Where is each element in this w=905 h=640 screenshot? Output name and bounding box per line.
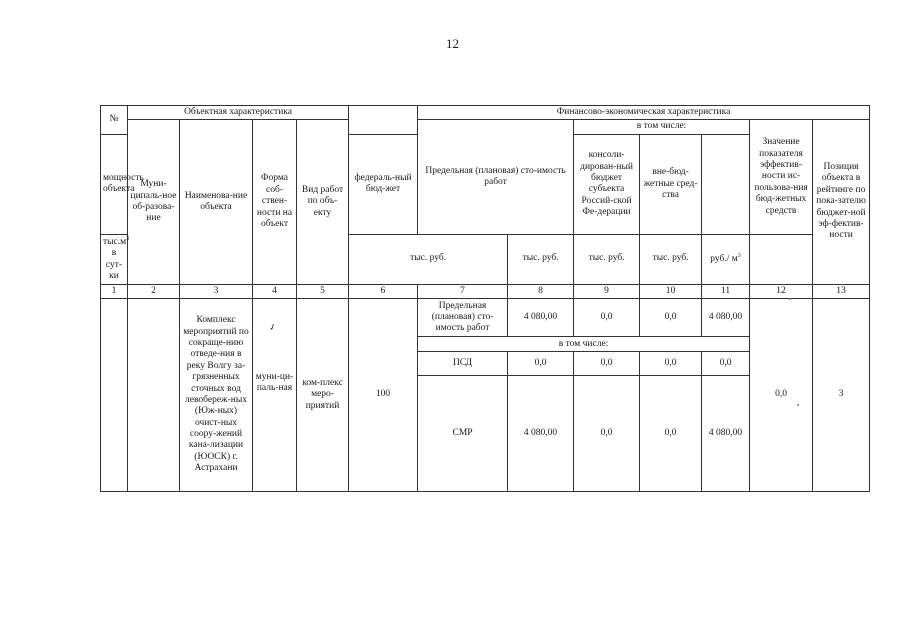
data-psd-total: 0,0: [508, 351, 574, 375]
header-capacity-blank: [349, 106, 418, 120]
unit-cost: тыс. руб.: [349, 234, 508, 284]
col-number: 7: [418, 284, 508, 298]
data-smr-off-budget: 4 080,00: [702, 376, 750, 492]
col-number: 13: [813, 284, 870, 298]
col-number: 11: [702, 284, 750, 298]
scan-speck: [789, 298, 791, 300]
col-number: 2: [128, 284, 180, 298]
data-municipality: [128, 298, 180, 491]
header-including: в том числе:: [574, 120, 750, 134]
data-smr-total: 4 080,00: [508, 376, 574, 492]
col-number: 5: [297, 284, 349, 298]
header-work-type: Вид работ по объ-екту: [297, 120, 349, 284]
col-number: 12: [750, 284, 813, 298]
col-number: 10: [640, 284, 702, 298]
header-off-budget: вне-бюд-жетные сред-ства: [640, 134, 702, 234]
data-smr-regional: 0,0: [640, 376, 702, 492]
unit-federal: тыс. руб.: [508, 234, 574, 284]
data-index-cell: [101, 298, 128, 491]
header-regional-budget: консоли-дирован-ный бюджет субъекта Россий-ской Фе-дерации: [574, 134, 640, 234]
data-psd-regional: 0,0: [640, 351, 702, 375]
header-financial-characteristics: Финансово-экономическая характеристика: [418, 106, 870, 120]
col-number: 9: [574, 284, 640, 298]
header-number-sign: №: [101, 106, 128, 135]
header-municipality: Муни-ципаль-ное об-разова-ние: [128, 120, 180, 284]
data-cost-off-budget: 4 080,00: [702, 298, 750, 337]
header-object-characteristics: Объектная характеристика: [128, 106, 349, 120]
data-cost-federal: 0,0: [574, 298, 640, 337]
unit-regional: тыс. руб.: [574, 234, 640, 284]
header-efficiency-value: Значение показателя эффектив-ности ис-пользова-ния бюд-жетных средств: [750, 120, 813, 234]
unit-capacity: $тыс.м^3$ в сут-ки: [101, 234, 128, 284]
unit-off-budget: тыс. руб.: [640, 234, 702, 284]
data-efficiency: 0,0: [750, 298, 813, 491]
data-psd-off-budget: 0,0: [702, 351, 750, 375]
data-capacity: 100: [349, 298, 418, 491]
data-cost-total: 4 080,00: [508, 298, 574, 337]
data-cost-regional: 0,0: [640, 298, 702, 337]
data-rating: 3: [813, 298, 870, 491]
data-smr-label: СМР: [418, 376, 508, 492]
header-max-cost: Предельная (плановая) сто-имость работ: [418, 120, 574, 234]
data-work-type: ком-плекс меро-приятий: [297, 298, 349, 491]
col-number: 1: [101, 284, 128, 298]
header-capacity-gap: [349, 120, 418, 134]
object-characteristics-table: [100, 105, 870, 492]
header-rating-position: Позиция объекта в рейтинге по пока-зателю бюджет-ной эф-фектив-ности: [813, 120, 870, 284]
header-object-name: Наименова-ние объекта: [180, 120, 253, 284]
check-mark-icon: ✓: [267, 320, 278, 333]
data-cost-label: Предельная (плановая) сто-имость работ: [418, 298, 508, 337]
data-object-name: Комплекс мероприятий по сокраще-нию отведе-ния в реку Волгу за-грязненных сточных вод левобереж-ных (Юж-ных) очист-ных соору-жений кана-лизации (ЮОСК) г. Астрахани: [180, 298, 253, 491]
col-number: 3: [180, 284, 253, 298]
page-number: 12: [446, 36, 459, 51]
data-psd-label: ПСД: [418, 351, 508, 375]
unit-efficiency: руб./ $м^3$: [702, 234, 750, 284]
col-number: 4: [253, 284, 297, 298]
header-capacity: мощность объекта: [101, 134, 128, 234]
data-including-label: в том числе:: [418, 337, 750, 352]
col-number: 8: [508, 284, 574, 298]
scan-speck: [797, 404, 799, 406]
col-number: 6: [349, 284, 418, 298]
data-ownership: ✓ муни-ци-паль-ная: [253, 298, 297, 491]
data-smr-federal: 0,0: [574, 376, 640, 492]
header-ownership-form: Форма соб-ствен-ности на объект: [253, 120, 297, 284]
data-psd-federal: 0,0: [574, 351, 640, 375]
header-federal-budget: федераль-ный бюд-жет: [349, 134, 418, 234]
